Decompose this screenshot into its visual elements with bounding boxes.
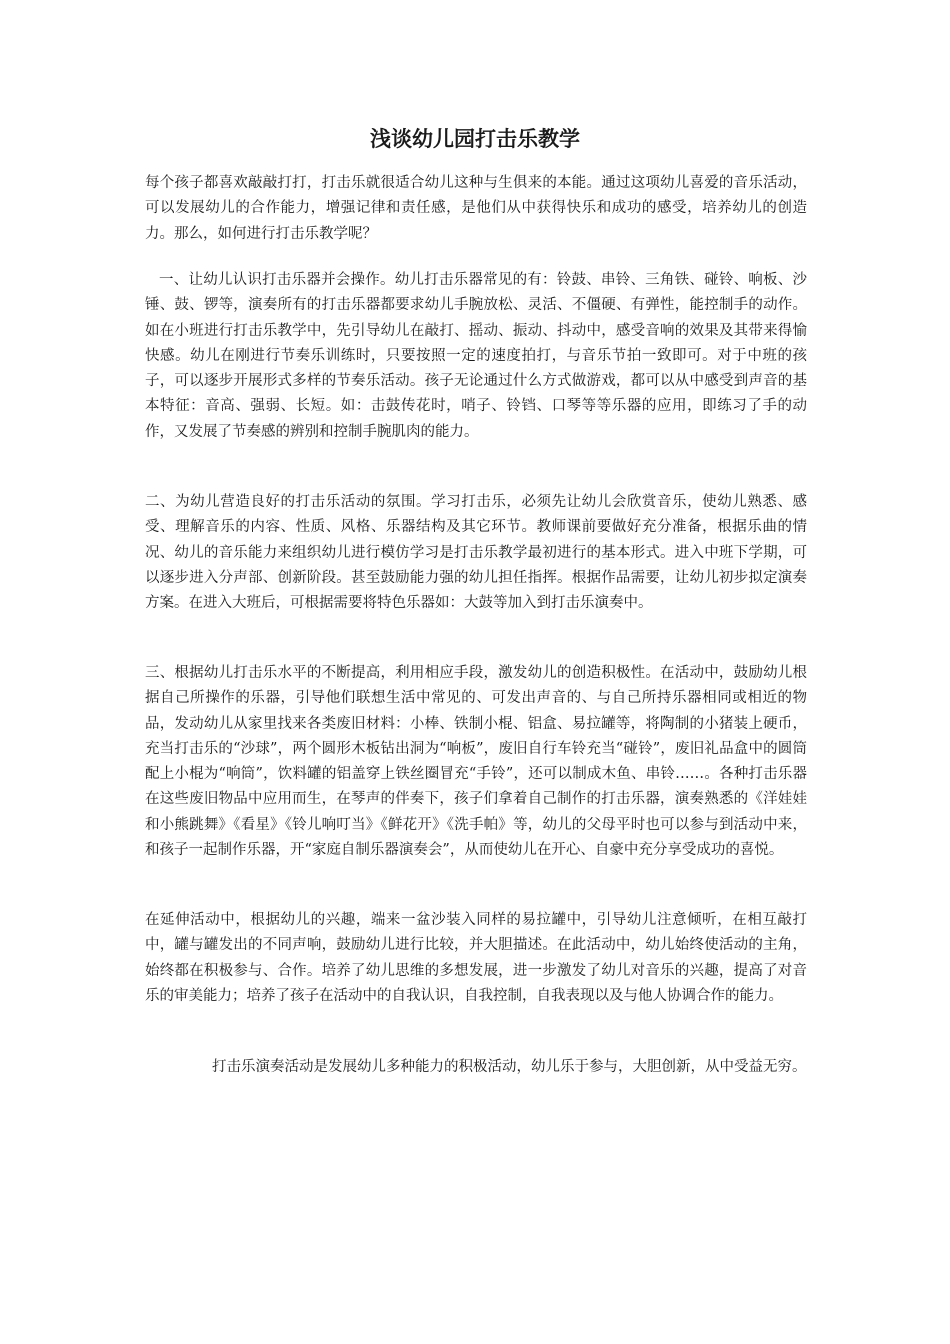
paragraph-section-2: 二、为幼儿营造良好的打击乐活动的氛围。学习打击乐，必须先让幼儿会欣赏音乐，使幼儿熟悉、感受、理解音乐的内容、性质、风格、乐器结构及其它环节。教师课前要做好充分准备，根据乐曲的情况、幼儿的音乐能力来组织幼儿进行模仿学习是打击乐教学最初进行的基本形式。进入中班下学期，可以逐步进入分声部、创新阶段。甚至鼓励能力强的幼儿担任指挥。根据作品需要，让幼儿初步拟定演奏方案。在进入大班后，可根据需要将特色乐器如：大鼓等加入到打击乐演奏中。: [145, 494, 807, 612]
document-title: 浅谈幼儿园打击乐教学: [370, 126, 580, 151]
paragraph-section-3: 三、根据幼儿打击乐水平的不断提高，利用相应手段，激发幼儿的创造积极性。在活动中，鼓励幼儿根据自己所操作的乐器，引导他们联想生活中常见的、可发出声音的、与自己所持乐器相同或相近的物品，发动幼儿从家里找来各类废旧材料：小棒、铁制小棍、铝盒、易拉罐等，将陶制的小猪装上硬币，充当打击乐的“沙球”，两个圆形木板钻出洞为“响板”，废旧自行车铃充当“碰铃”，废旧礼品盒中的圆筒配上小棍为“响筒”，饮料罐的铝盖穿上铁丝圈冒充“手铃”，还可以制成木鱼、串铃……。各种打击乐器在这些废旧物品中应用而生，在琴声的伴奏下，孩子们拿着自己制作的打击乐器，演奏熟悉的《洋娃娃和小熊跳舞》《看星》《铃儿响叮当》《鲜花开》《洗手帕》等，幼儿的父母平时也可以参与到活动中来，和孩子一起制作乐器，开“家庭自制乐器演奏会”，从而使幼儿在开心、自豪中充分享受成功的喜悦。: [145, 665, 807, 859]
paragraph-conclusion: 打击乐演奏活动是发展幼儿多种能力的积极活动，幼儿乐于参与，大胆创新，从中受益无穷。: [212, 1059, 807, 1075]
paragraph-intro: 每个孩子都喜欢敲敲打打，打击乐就很适合幼儿这种与生俱来的本能。通过这项幼儿喜爱的音乐活动，可以发展幼儿的合作能力，增强记律和责任感，是他们从中获得快乐和成功的感受，培养幼儿的创造力。那么，如何进行打击乐教学呢？: [145, 175, 807, 242]
paragraph-section-1: 一、让幼儿认识打击乐器并会操作。幼儿打击乐器常见的有：铃鼓、串铃、三角铁、碰铃、响板、沙锤、鼓、锣等，演奏所有的打击乐器都要求幼儿手腕放松、灵活、不僵硬、有弹性，能控制手的动作。如在小班进行打击乐教学中，先引导幼儿在敲打、摇动、振动、抖动中，感受音响的效果及其带来得愉快感。幼儿在刚进行节奏乐训练时，只要按照一定的速度拍打，与音乐节拍一致即可。对于中班的孩子，可以逐步开展形式多样的节奏乐活动。孩子无论通过什么方式做游戏，都可以从中感受到声音的基本特征：音高、强弱、长短。如：击鼓传花时，哨子、铃铛、口琴等等乐器的应用，即练习了手的动作，又发展了节奏感的辨别和控制手腕肌肉的能力。: [145, 272, 807, 440]
paragraph-extension: 在延伸活动中，根据幼儿的兴趣，端来一盆沙装入同样的易拉罐中，引导幼儿注意倾听，在相互敲打中，罐与罐发出的不同声响，鼓励幼儿进行比较，并大胆描述。在此活动中，幼儿始终使活动的主角，始终都在积极参与、合作。培养了幼儿思维的多想发展，进一步激发了幼儿对音乐的兴趣，提高了对音乐的审美能力；培养了孩子在活动中的自我认识，自我控制，自我表现以及与他人协调合作的能力。: [145, 912, 807, 1004]
